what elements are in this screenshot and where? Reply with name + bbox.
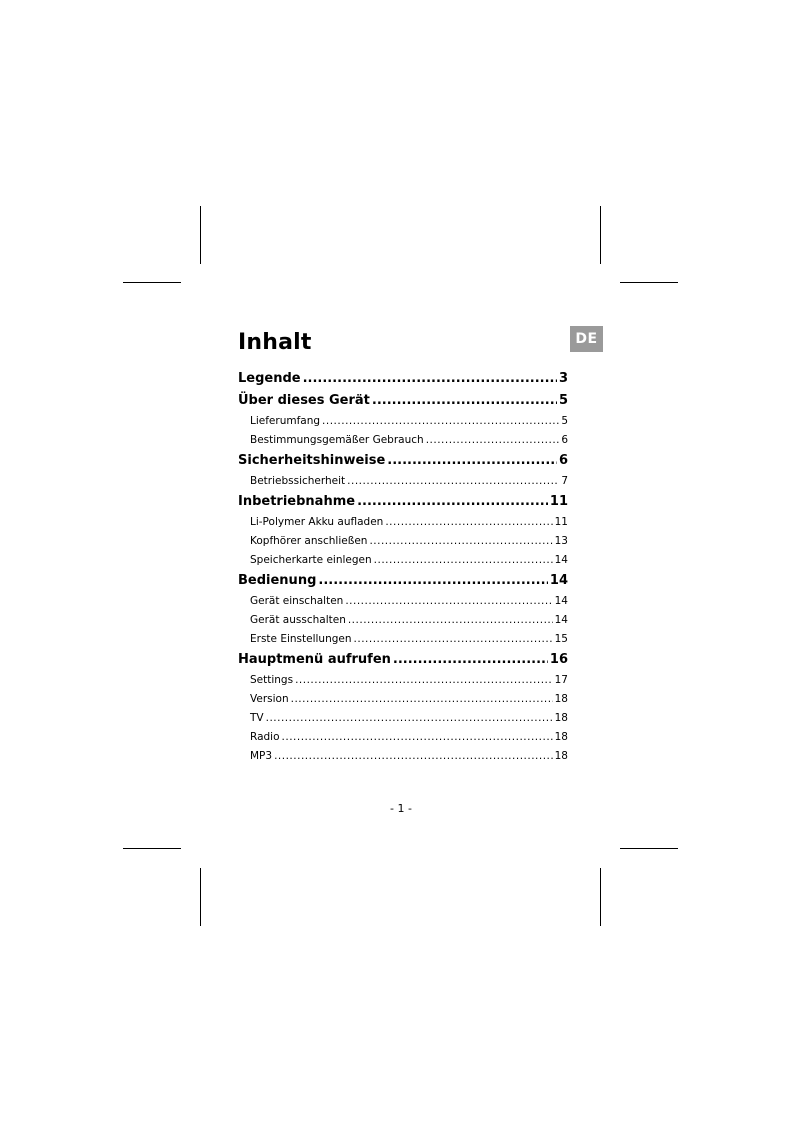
toc-entry-page: 7: [561, 475, 568, 487]
toc-dot-leader: [372, 390, 557, 412]
toc-dot-leader: [374, 551, 553, 570]
toc-dot-leader: [347, 472, 559, 491]
toc-entry-label: Gerät ausschalten: [250, 614, 346, 626]
toc-dot-leader: [282, 728, 553, 747]
toc-section-entry[interactable]: [238, 630, 568, 649]
toc-section-entry[interactable]: [238, 709, 568, 728]
toc-entry-label: Sicherheitshinweise: [238, 453, 386, 468]
toc-dot-leader: [357, 491, 548, 513]
toc-dot-leader: [291, 690, 553, 709]
toc-entry-page: 5: [558, 393, 568, 408]
crop-mark-top-right-vertical: [600, 206, 601, 264]
toc-entry-label: Betriebssicherheit: [250, 475, 346, 487]
crop-mark-top-right-horizontal: [620, 282, 678, 283]
crop-mark-bottom-left-vertical: [200, 868, 201, 926]
toc-entry-label: Hauptmenü aufrufen: [238, 652, 391, 667]
toc-entry-label: Gerät einschalten: [250, 595, 344, 607]
crop-mark-top-left-vertical: [200, 206, 201, 264]
toc-section-entry[interactable]: [238, 551, 568, 570]
toc-entry-label: Version: [250, 693, 289, 705]
toc-chapter-entry[interactable]: [238, 491, 568, 513]
toc-entry-page: 18: [554, 712, 568, 724]
toc-dot-leader: [393, 649, 548, 671]
toc-entry-page: 6: [558, 453, 568, 468]
toc-entry-label: Legende: [238, 371, 301, 386]
toc-entry-page: 5: [561, 415, 568, 427]
toc-section-entry[interactable]: [238, 412, 568, 431]
toc-entry-page: 18: [554, 731, 568, 743]
toc-entry-page: 14: [554, 614, 568, 626]
toc-entry-page: 15: [554, 633, 568, 645]
toc-entry-page: 3: [558, 371, 568, 386]
toc-chapter-entry[interactable]: [238, 570, 568, 592]
toc-entry-page: 11: [554, 516, 568, 528]
toc-chapter-entry[interactable]: [238, 450, 568, 472]
toc-dot-leader: [274, 747, 553, 766]
toc-entry-page: 13: [554, 535, 568, 547]
toc-entry-label: TV: [250, 712, 264, 724]
toc-dot-leader: [322, 412, 559, 431]
toc-section-entry[interactable]: [238, 431, 568, 450]
toc-section-entry[interactable]: [238, 472, 568, 491]
table-of-contents: [238, 368, 568, 766]
language-badge: DE: [570, 326, 603, 352]
toc-entry-label: Radio: [250, 731, 280, 743]
toc-entry-label: Bedienung: [238, 573, 317, 588]
toc-chapter-entry[interactable]: [238, 649, 568, 671]
toc-section-entry[interactable]: [238, 747, 568, 766]
toc-entry-page: 17: [554, 674, 568, 686]
toc-entry-label: Erste Einstellungen: [250, 633, 352, 645]
toc-dot-leader: [369, 532, 552, 551]
crop-mark-top-left-horizontal: [123, 282, 181, 283]
crop-mark-bottom-left-horizontal: [123, 848, 181, 849]
toc-dot-leader: [354, 630, 553, 649]
toc-entry-page: 18: [554, 693, 568, 705]
toc-dot-leader: [426, 431, 560, 450]
toc-section-entry[interactable]: [238, 728, 568, 747]
toc-entry-label: MP3: [250, 750, 273, 762]
page-number: - 1 -: [390, 802, 412, 815]
toc-entry-label: Kopfhörer anschließen: [250, 535, 368, 547]
toc-section-entry[interactable]: [238, 592, 568, 611]
toc-entry-page: 18: [554, 750, 568, 762]
toc-dot-leader: [318, 570, 548, 592]
toc-entry-page: 6: [561, 434, 568, 446]
toc-entry-label: Settings: [250, 674, 294, 686]
toc-dot-leader: [295, 671, 553, 690]
toc-dot-leader: [345, 592, 552, 611]
toc-entry-page: 14: [554, 554, 568, 566]
crop-mark-bottom-right-horizontal: [620, 848, 678, 849]
toc-entry-page: 14: [554, 595, 568, 607]
toc-entry-label: Li-Polymer Akku aufladen: [250, 516, 384, 528]
toc-section-entry[interactable]: [238, 611, 568, 630]
page-title: Inhalt: [238, 330, 312, 355]
toc-section-entry[interactable]: [238, 532, 568, 551]
crop-mark-bottom-right-vertical: [600, 868, 601, 926]
toc-entry-label: Inbetriebnahme: [238, 494, 356, 509]
toc-chapter-entry[interactable]: [238, 368, 568, 390]
toc-entry-label: Lieferumfang: [250, 415, 321, 427]
toc-dot-leader: [387, 450, 557, 472]
toc-entry-label: Über dieses Gerät: [238, 393, 370, 408]
toc-entry-page: 14: [549, 573, 568, 588]
toc-dot-leader: [266, 709, 553, 728]
toc-dot-leader: [303, 368, 557, 390]
toc-dot-leader: [348, 611, 553, 630]
toc-section-entry[interactable]: [238, 690, 568, 709]
toc-dot-leader: [385, 513, 552, 532]
toc-entry-label: Speicherkarte einlegen: [250, 554, 372, 566]
toc-chapter-entry[interactable]: [238, 390, 568, 412]
toc-section-entry[interactable]: [238, 671, 568, 690]
toc-entry-label: Bestimmungsgemäßer Gebrauch: [250, 434, 424, 446]
toc-entry-page: 16: [549, 652, 568, 667]
toc-section-entry[interactable]: [238, 513, 568, 532]
toc-entry-page: 11: [549, 494, 568, 509]
